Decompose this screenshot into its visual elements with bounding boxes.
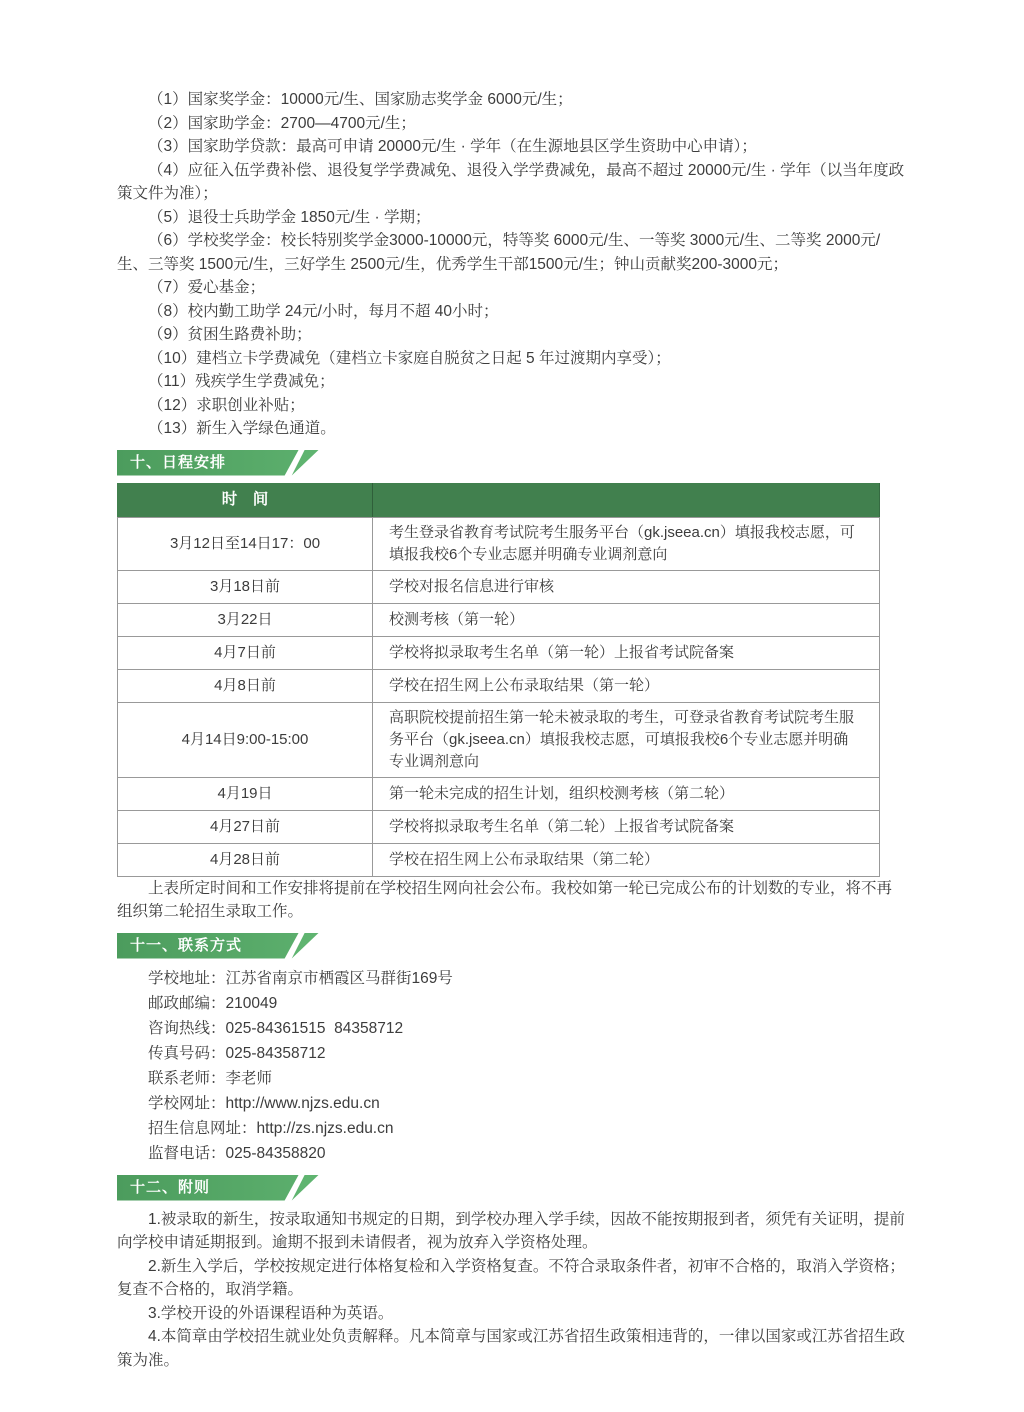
cell-time: 4月19日 — [118, 777, 373, 810]
section-title-appendix: 十二、附则 — [130, 1178, 211, 1196]
funding-item: （9）贫困生路费补助； — [148, 326, 312, 343]
funding-item: （7）爱心基金； — [148, 279, 266, 296]
cell-event: 高职院校提前招生第一轮未被录取的考生，可登录省教育考试院考生服务平台（gk.jseea.cn）填报我校志愿，可填报我校6个专业志愿并明确专业调剂意向 — [373, 702, 880, 777]
funding-list — [117, 88, 907, 441]
funding-item: （1）国家奖学金：10000元/生、国家励志奖学金 6000元/生； — [148, 91, 573, 108]
table-row — [118, 669, 880, 702]
schedule-note: 上表所定时间和工作安排将提前在学校招生网向社会公布。我校如第一轮已完成公布的计划数的专业，将不再组织第二轮招生录取工作。 — [117, 879, 893, 920]
cell-time: 4月7日前 — [118, 636, 373, 669]
funding-item: （11）残疾学生学费减免； — [148, 373, 335, 390]
funding-item: （6）学校奖学金：校长特别奖学金3000-10000元，特等奖 6000元/生、一等奖 3000元/生、二等奖 2000元/生、三等奖 1500元/生，三好学生 2500元/生，优秀学生干部1500元/生；钟山贡献奖200-3000元； — [117, 232, 881, 273]
funding-item: （3）国家助学贷款：最高可申请 20000元/生 · 学年（在生源地县区学生资助中心申请）； — [148, 138, 757, 155]
table-row — [118, 777, 880, 810]
cell-event: 考生登录省教育考试院考生服务平台（gk.jseea.cn）填报我校志愿，可填报我校6个专业志愿并明确专业调剂意向 — [373, 517, 880, 570]
section-banner-contact — [117, 933, 319, 959]
table-row — [118, 603, 880, 636]
contact-line-hotline: 咨询热线：025-84361515 84358712 — [148, 1019, 404, 1037]
section-banner-appendix — [117, 1175, 319, 1201]
cell-time: 4月28日前 — [118, 843, 373, 876]
section-banner-schedule — [117, 450, 319, 476]
funding-item: （4）应征入伍学费补偿、退役复学学费减免、退役入学学费减免，最高不超过 20000元/生 · 学年（以当年度政策文件为准）； — [117, 161, 905, 202]
table-row — [118, 517, 880, 570]
table-row — [118, 636, 880, 669]
table-row — [118, 843, 880, 876]
contact-list — [117, 966, 907, 1166]
appendix-paragraph: 2.新生入学后，学校按规定进行体格复检和入学资格复查。不符合录取条件者，初审不合格的，取消入学资格；复查不合格的，取消学籍。 — [117, 1257, 905, 1298]
contact-line-teacher: 联系老师：李老师 — [148, 1069, 273, 1087]
schedule-table-header-time: 时 间 — [118, 483, 373, 517]
cell-event: 学校在招生网上公布录取结果（第二轮） — [373, 843, 880, 876]
contact-line-admission-website: 招生信息网址：http://zs.njzs.edu.cn — [148, 1119, 394, 1137]
table-row — [118, 702, 880, 777]
schedule-table-header-row — [118, 483, 880, 517]
table-row — [118, 810, 880, 843]
appendix-paragraph: 1.被录取的新生，按录取通知书规定的日期，到学校办理入学手续，因故不能按期报到者，须凭有关证明，提前向学校申请延期报到。逾期不报到未请假者，视为放弃入学资格处理。 — [117, 1210, 905, 1251]
cell-event: 学校将拟录取考生名单（第一轮）上报省考试院备案 — [373, 636, 880, 669]
appendix-paragraphs — [117, 1208, 907, 1373]
table-row — [118, 570, 880, 603]
contact-line-supervision-phone: 监督电话：025-84358820 — [148, 1144, 326, 1162]
appendix-paragraph: 3.学校开设的外语课程语种为英语。 — [148, 1304, 394, 1322]
cell-event: 校测考核（第一轮） — [373, 603, 880, 636]
contact-line-fax: 传真号码：025-84358712 — [148, 1044, 326, 1062]
section-title-contact: 十一、联系方式 — [130, 936, 243, 954]
contact-line-address: 学校地址：江苏省南京市栖霞区马群街169号 — [148, 969, 453, 987]
funding-item: （13）新生入学绿色通道。 — [148, 420, 336, 437]
cell-time: 3月12日至14日17：00 — [118, 517, 373, 570]
funding-item: （8）校内勤工助学 24元/小时，每月不超 40小时； — [148, 302, 499, 320]
funding-item: （12）求职创业补贴； — [148, 396, 305, 414]
cell-time: 3月18日前 — [118, 570, 373, 603]
cell-time: 4月14日9:00-15:00 — [118, 702, 373, 777]
funding-item: （10）建档立卡学费减免（建档立卡家庭自脱贫之日起 5 年过渡期内享受）； — [148, 349, 671, 367]
appendix-paragraph: 4.本简章由学校招生就业处负责解释。凡本简章与国家或江苏省招生政策相违背的，一律以国家或江苏省招生政策为准。 — [117, 1328, 905, 1369]
cell-event: 第一轮未完成的招生计划，组织校测考核（第二轮） — [373, 777, 880, 810]
cell-event: 学校将拟录取考生名单（第二轮）上报省考试院备案 — [373, 810, 880, 843]
schedule-table — [117, 483, 880, 877]
contact-line-postcode: 邮政邮编：210049 — [148, 994, 278, 1012]
cell-time: 4月27日前 — [118, 810, 373, 843]
schedule-table-header-event — [373, 483, 880, 517]
section-title-schedule: 十、日程安排 — [130, 453, 227, 471]
contact-line-school-website: 学校网址：http://www.njzs.edu.cn — [148, 1094, 380, 1112]
cell-event: 学校在招生网上公布录取结果（第一轮） — [373, 669, 880, 702]
funding-item: （5）退役士兵助学金 1850元/生 · 学期； — [148, 208, 431, 226]
cell-time: 4月8日前 — [118, 669, 373, 702]
cell-time: 3月22日 — [118, 603, 373, 636]
funding-item: （2）国家助学金：2700—4700元/生； — [148, 114, 416, 132]
cell-event: 学校对报名信息进行审核 — [373, 570, 880, 603]
